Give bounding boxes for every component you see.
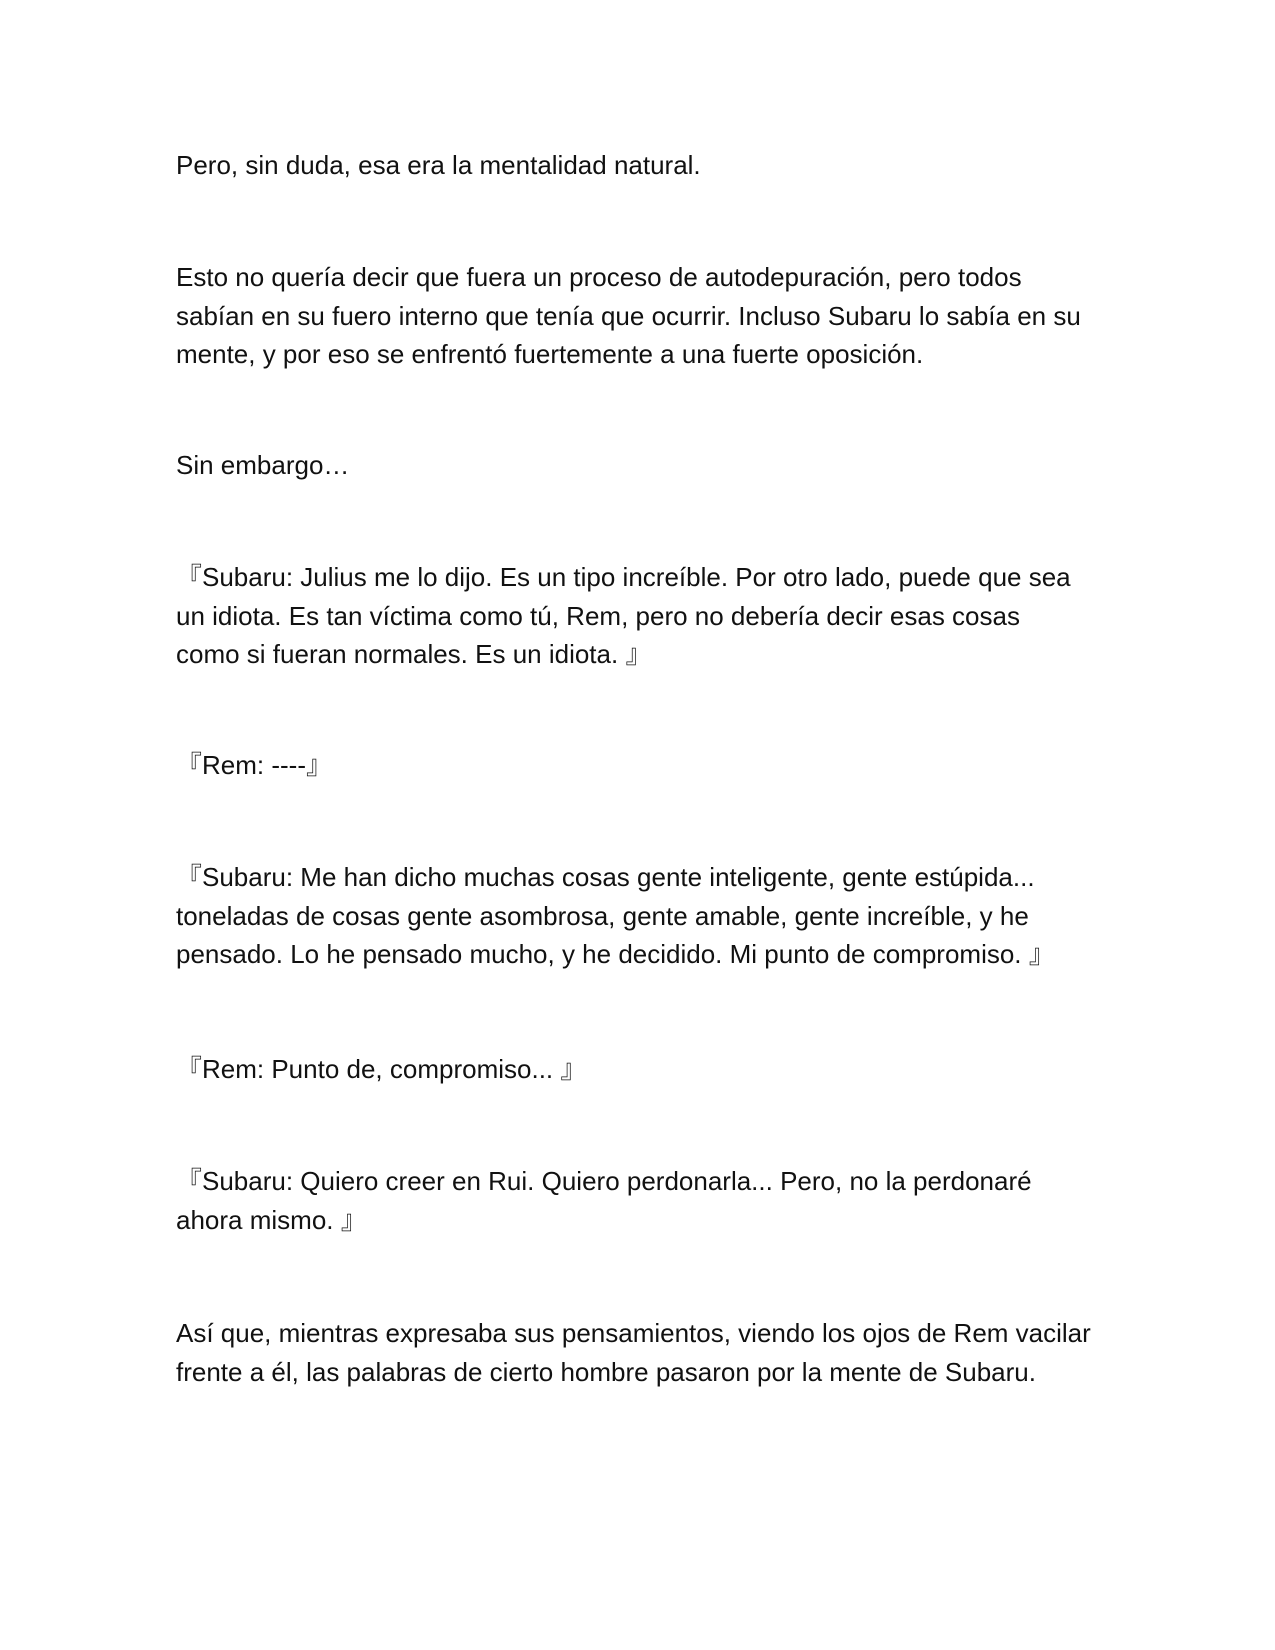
paragraph-narration-4: Así que, mientras expresaba sus pensamientos, viendo los ojos de Rem vacilar frente a él, las palabras de cierto hombre pasaron por la mente de Subaru.	[176, 1318, 1091, 1387]
dialogue-subaru-2: 『Subaru: Me han dicho muchas cosas gente inteligente, gente estúpida... toneladas de cosas gente asombrosa, gente amable, gente increíble, y he pensado. Lo he pensado mucho, y he decidido. Mi punto de compromiso. 』	[176, 862, 1055, 969]
dialogue-rem-1: 『Rem: ----』	[176, 750, 332, 780]
dialogue-subaru-1: 『Subaru: Julius me lo dijo. Es un tipo increíble. Por otro lado, puede que sea un idiota. Es tan víctima como tú, Rem, pero no debería decir esas cosas como si fueran normales. Es un idiota. 』	[176, 562, 1071, 669]
dialogue-rem-2: 『Rem: Punto de, compromiso... 』	[176, 1054, 587, 1084]
paragraph-narration-2: Esto no quería decir que fuera un proceso de autodepuración, pero todos sabían en su fuero interno que tenía que ocurrir. Incluso Subaru lo sabía en su mente, y por eso se enfrentó fuertemente a una fuerte oposición.	[176, 262, 1081, 369]
paragraph-narration-1: Pero, sin duda, esa era la mentalidad natural.	[176, 150, 701, 180]
dialogue-subaru-3: 『Subaru: Quiero creer en Rui. Quiero perdonarla... Pero, no la perdonaré ahora mismo. 』	[176, 1166, 1032, 1235]
paragraph-narration-3: Sin embargo…	[176, 450, 350, 480]
